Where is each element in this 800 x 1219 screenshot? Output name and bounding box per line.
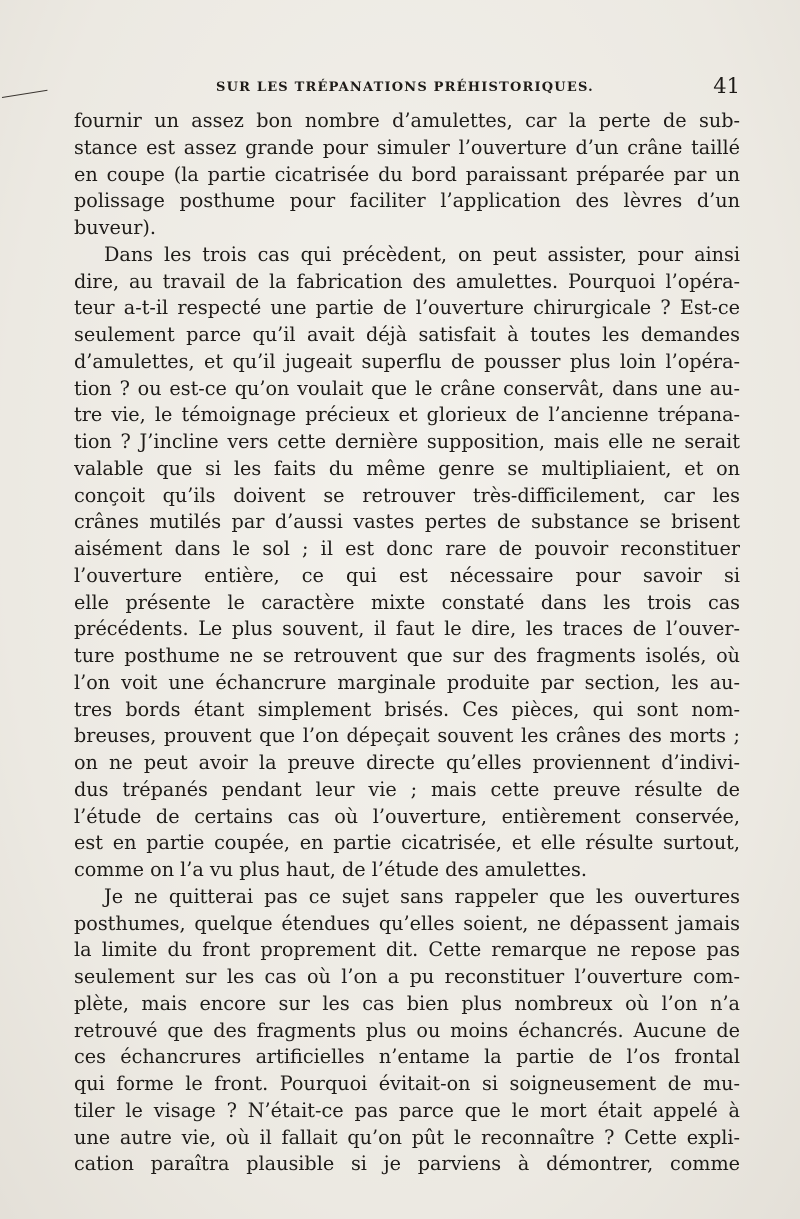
text-line: retrouvé que des fragments plus ou moins échancrés. Aucune de — [74, 1018, 740, 1042]
text-line: breuses, prouvent que l’on dépeçait souvent les crânes des morts ; — [74, 724, 740, 748]
text-line: plète, mais encore sur les cas bien plus nombreux où l’on n’a — [74, 991, 740, 1015]
text-line: Je ne quitterai pas ce sujet sans rappeler que les ouvertures — [104, 884, 740, 908]
text-line: comme on l’a vu plus haut, de l’étude des amulettes. — [74, 858, 587, 881]
text-line: tion ? ou est-ce qu’on voulait que le crâne conservât, dans une au- — [74, 376, 740, 400]
page-number: 41 — [713, 74, 740, 98]
text-line: ture posthume ne se retrouvent que sur des fragments isolés, où — [74, 644, 740, 667]
text-line: tiler le visage ? N’était-ce pas parce que le mort était appelé à — [74, 1098, 740, 1122]
text-line: une autre vie, où il fallait qu’on pût le reconnaître ? Cette expli- — [74, 1125, 740, 1149]
text-line: crânes mutilés par d’aussi vastes pertes de substance se brisent — [74, 510, 740, 534]
text-line: l’ouverture entière, ce qui est nécessaire pour savoir si — [74, 563, 740, 587]
text-line: tres bords étant simplement brisés. Ces pièces, qui sont nom- — [74, 697, 740, 721]
text-line: teur a-t-il respecté une partie de l’ouverture chirurgicale ? Est-ce — [74, 296, 740, 320]
text-line: fournir un assez bon nombre d’amulettes, car la perte de sub- — [74, 109, 740, 132]
text-line: précédents. Le plus souvent, il faut le dire, les traces de l’ouver- — [74, 617, 740, 641]
margin-mark — [2, 90, 48, 98]
text-line: on ne peut avoir la preuve directe qu’elles proviennent d’indivi- — [74, 751, 740, 774]
text-line: d’amulettes, et qu’il jugeait superflu de pousser plus loin l’opéra- — [74, 349, 740, 373]
text-line: tre vie, le témoignage précieux et glorieux de l’ancienne trépana- — [74, 403, 740, 427]
text-line: buveur). — [74, 216, 156, 239]
text-line: valable que si les faits du même genre se multipliaient, et on — [74, 456, 740, 480]
text-line: tion ? J’incline vers cette dernière supposition, mais elle ne serait — [74, 430, 740, 453]
text-line: posthumes, quelque étendues qu’elles soient, ne dépassent jamais — [74, 911, 740, 935]
text-line: polissage posthume pour faciliter l’application des lèvres d’un — [74, 189, 740, 213]
text-line: qui forme le front. Pourquoi évitait-on si soigneusement de mu- — [74, 1072, 740, 1095]
body-text — [74, 108, 740, 1178]
text-line: seulement parce qu’il avait déjà satisfait à toutes les demandes — [74, 323, 740, 346]
text-line: conçoit qu’ils doivent se retrouver très-difficilement, car les — [74, 483, 740, 507]
text-line: ces échancrures artificielles n’entame la partie de l’os frontal — [74, 1045, 740, 1069]
text-line: stance est assez grande pour simuler l’ouverture d’un crâne taillé — [74, 135, 740, 159]
text-line: Dans les trois cas qui précèdent, on peut assister, pour ainsi — [104, 242, 740, 266]
text-line: est en partie coupée, en partie cicatrisée, et elle résulte surtout, — [74, 831, 740, 855]
text-line: la limite du front proprement dit. Cette remarque ne repose pas — [74, 938, 740, 962]
text-line: cation paraîtra plausible si je parviens à démontrer, comme — [74, 1152, 740, 1176]
text-line: dire, au travail de la fabrication des amulettes. Pourquoi l’opéra- — [74, 269, 740, 293]
text-line: en coupe (la partie cicatrisée du bord paraissant préparée par un — [74, 162, 740, 186]
running-head: SUR LES TRÉPANATIONS PRÉHISTORIQUES. — [216, 80, 594, 95]
text-line: seulement sur les cas où l’on a pu reconstituer l’ouverture com- — [74, 965, 740, 988]
text-line: elle présente le caractère mixte constaté dans les trois cas — [74, 590, 740, 614]
text-line: aisément dans le sol ; il est donc rare de pouvoir reconstituer — [74, 537, 740, 560]
text-line: dus trépanés pendant leur vie ; mais cette preuve résulte de — [74, 777, 740, 801]
page-header — [70, 74, 740, 102]
text-line: l’on voit une échancrure marginale produite par section, les au- — [74, 670, 740, 694]
text-line: l’étude de certains cas où l’ouverture, entièrement conservée, — [74, 804, 740, 828]
